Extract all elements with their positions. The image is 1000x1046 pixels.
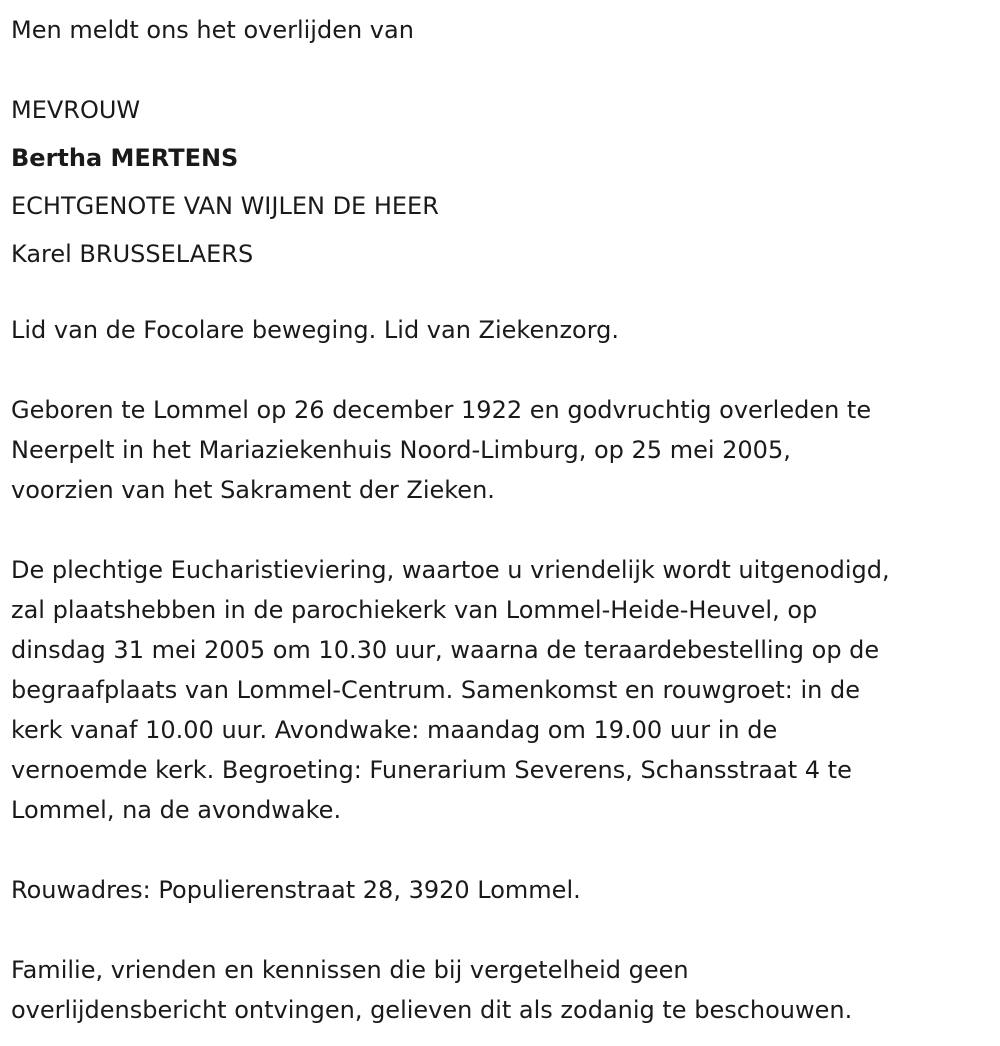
birth-death-paragraph (11, 390, 996, 510)
spacer (11, 910, 996, 950)
paragraph-line: Familie, vrienden en kennissen die bij vergetelheid geen (11, 956, 689, 984)
obituary-notice (11, 6, 996, 1030)
spacer (11, 278, 996, 310)
paragraph-line: kerk vanaf 10.00 uur. Avondwake: maandag om 19.00 uur in de (11, 716, 778, 744)
paragraph-line: Lommel, na de avondwake. (11, 796, 342, 824)
paragraph-line: Geboren te Lommel op 26 december 1922 en godvruchtig overleden te (11, 396, 872, 424)
intro-text: Men meldt ons het overlijden van (11, 16, 414, 44)
paragraph-line: Neerpelt in het Mariaziekenhuis Noord-Limburg, op 25 mei 2005, (11, 436, 791, 464)
paragraph-line: zal plaatshebben in de parochiekerk van Lommel-Heide-Heuvel, op (11, 596, 818, 624)
spacer (11, 830, 996, 870)
paragraph-line: begraafplaats van Lommel-Centrum. Samenkomst en rouwgroet: in de (11, 676, 860, 704)
mourning-address: Rouwadres: Populierenstraat 28, 3920 Lommel. (11, 876, 581, 904)
ceremony-paragraph (11, 550, 996, 830)
deceased-name: Bertha MERTENS (11, 144, 239, 172)
paragraph-line: voorzien van het Sakrament der Zieken. (11, 476, 495, 504)
spouse-name: Karel BRUSSELAERS (11, 240, 254, 268)
paragraph-line: overlijdensbericht ontvingen, gelieven dit als zodanig te beschouwen. (11, 996, 853, 1024)
paragraph-line: dinsdag 31 mei 2005 om 10.30 uur, waarna de teraardebestelling op de (11, 636, 880, 664)
memberships-text: Lid van de Focolare beweging. Lid van Ziekenzorg. (11, 316, 620, 344)
spacer (11, 510, 996, 550)
paragraph-line: vernoemde kerk. Begroeting: Funerarium Severens, Schansstraat 4 te (11, 756, 852, 784)
closing-paragraph (11, 950, 996, 1030)
relation-text: ECHTGENOTE VAN WIJLEN DE HEER (11, 192, 439, 220)
title-text: MEVROUW (11, 96, 141, 124)
spacer (11, 54, 996, 86)
spacer (11, 350, 996, 390)
deceased-block (11, 86, 996, 278)
paragraph-line: De plechtige Eucharistieviering, waartoe u vriendelijk wordt uitgenodigd, (11, 556, 890, 584)
